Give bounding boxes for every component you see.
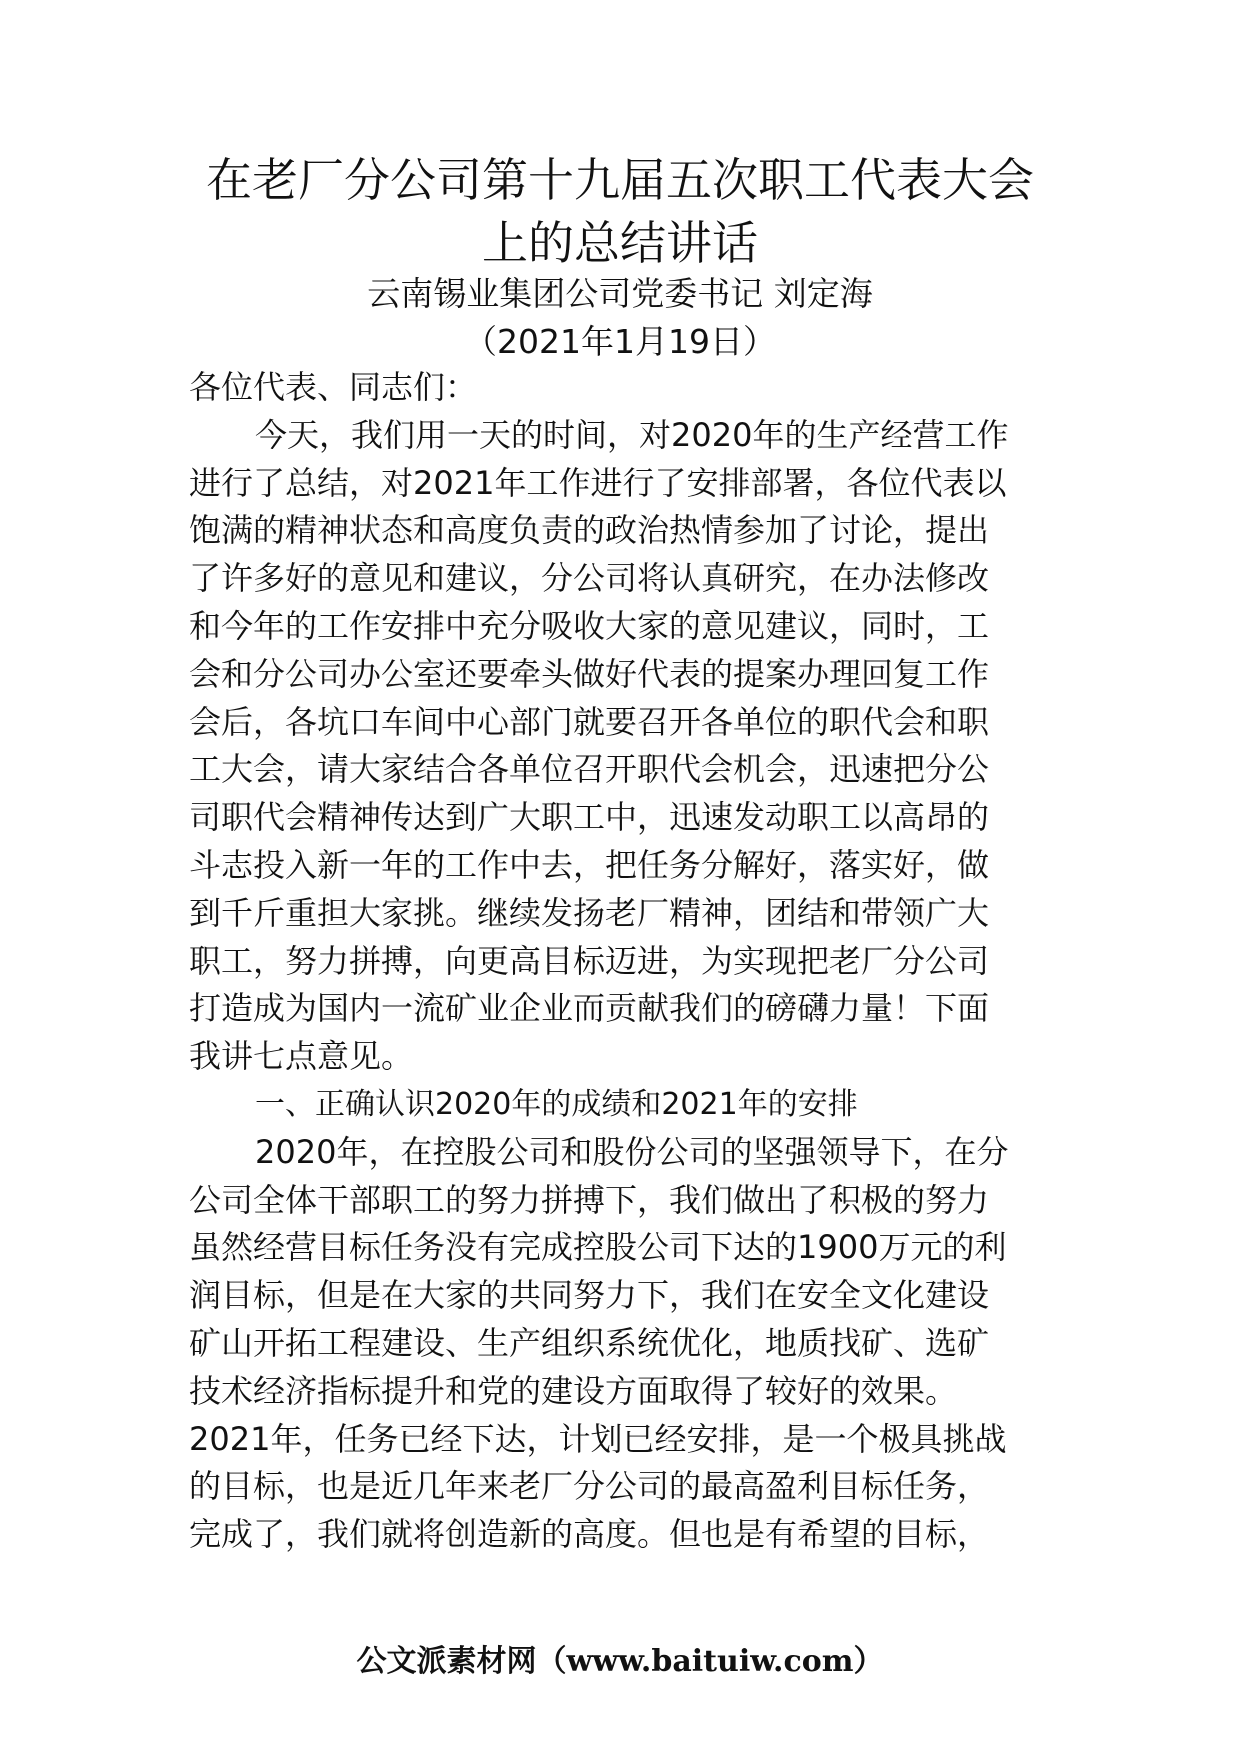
body-line: 技术经济指标提升和党的建设方面取得了较好的效果。	[189, 1371, 958, 1410]
body-line: 虽然经营目标任务没有完成控股公司下达的1900万元的利	[189, 1228, 1007, 1267]
body-line: 进行了总结，对2021年工作进行了安排部署，各位代表以	[189, 463, 1007, 502]
body-line: 2020年，在控股公司和股份公司的坚强领导下，在分	[255, 1132, 1009, 1171]
section-heading: 一、正确认识2020年的成绩和2021年的安排	[255, 1086, 858, 1122]
body-line: 矿山开拓工程建设、生产组织系统优化，地质找矿、选矿	[189, 1323, 990, 1362]
body-line: 的目标，也是近几年来老厂分公司的最高盈利目标任务，	[189, 1467, 990, 1506]
body-line: 完成了，我们就将创造新的高度。但也是有希望的目标，	[189, 1515, 990, 1554]
document-date: （2021年1月19日）	[464, 322, 776, 361]
body-line: 2021年，任务已经下达，计划已经安排，是一个极具挑战	[189, 1419, 1007, 1458]
document-author: 云南锡业集团公司党委书记 刘定海	[367, 274, 873, 313]
body-line: 润目标，但是在大家的共同努力下，我们在安全文化建设	[189, 1276, 990, 1315]
body-line: 到千斤重担大家挑。继续发扬老厂精神，团结和带领广大	[189, 893, 990, 932]
footer-watermark: 公文派素材网（www.baituiw.com）	[356, 1644, 884, 1679]
body-line: 和今年的工作安排中充分吸收大家的意见建议，同时，工	[189, 606, 990, 645]
body-line: 工大会，请大家结合各单位召开职代会机会，迅速把分公	[189, 750, 990, 789]
body-line: 会后，各坑口车间中心部门就要召开各单位的职代会和职	[189, 702, 990, 741]
document-title-line2: 上的总结讲话	[482, 216, 758, 270]
document-title-line1: 在老厂分公司第十九届五次职工代表大会	[206, 153, 1034, 207]
body-line: 我讲七点意见。	[189, 1037, 414, 1076]
body-line: 会和分公司办公室还要牵头做好代表的提案办理回复工作	[189, 654, 990, 693]
salutation: 各位代表、同志们：	[189, 368, 478, 406]
body-line: 今天，我们用一天的时间，对2020年的生产经营工作	[255, 415, 1009, 454]
body-line: 了许多好的意见和建议，分公司将认真研究，在办法修改	[189, 559, 990, 598]
body-line: 职工，努力拼搏，向更高目标迈进，为实现把老厂分公司	[189, 941, 990, 980]
body-line: 斗志投入新一年的工作中去，把任务分解好，落实好，做	[189, 845, 990, 884]
body-line: 司职代会精神传达到广大职工中，迅速发动职工以高昂的	[189, 798, 990, 837]
body-line: 打造成为国内一流矿业企业而贡献我们的磅礴力量！下面	[189, 989, 990, 1028]
body-line: 公司全体干部职工的努力拼搏下，我们做出了积极的努力	[189, 1180, 990, 1219]
body-line: 饱满的精神状态和高度负责的政治热情参加了讨论，提出	[189, 511, 990, 550]
document-body	[189, 364, 1069, 1559]
